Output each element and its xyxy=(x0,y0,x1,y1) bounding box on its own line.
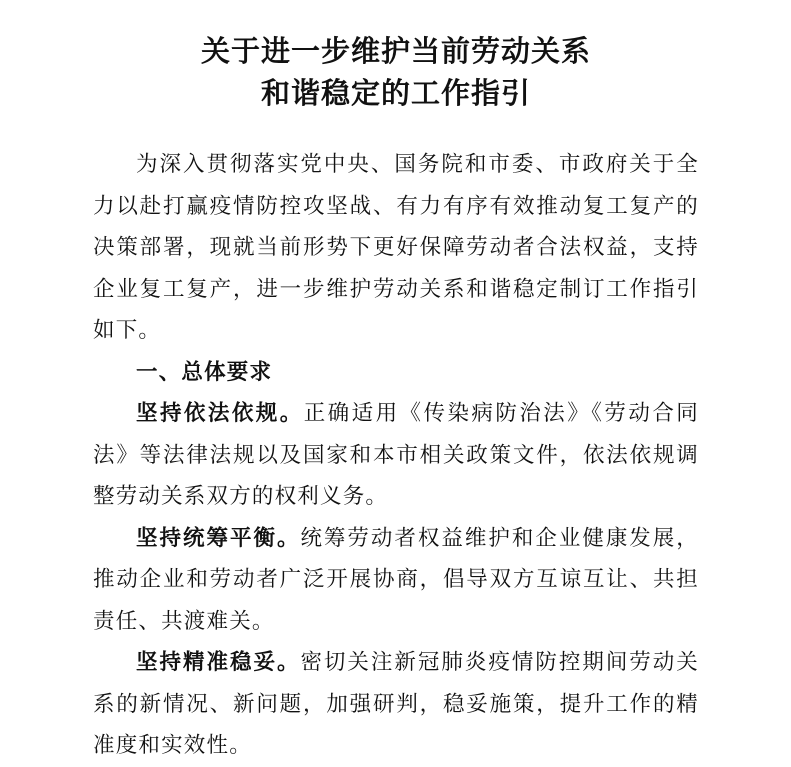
title-line-1: 关于进一步维护当前劳动关系 xyxy=(200,34,591,68)
principle-lead-2: 坚持统筹平衡。 xyxy=(136,525,301,551)
principle-text-3: 密切关注新冠肺炎疫情防控期间劳动关系的新情况、新问题，加强研判，稳妥施策，提升工作的精准度和实效性。 xyxy=(93,650,699,758)
title-line-2: 和谐稳定的工作指引 xyxy=(260,76,531,110)
document-title xyxy=(93,30,699,114)
principle-paragraph-1 xyxy=(93,393,699,518)
section-heading-general-requirements: 一、总体要求 xyxy=(136,359,273,385)
document-body xyxy=(93,144,699,767)
principle-lead-3: 坚持精准稳妥。 xyxy=(136,650,301,675)
principle-lead-1: 坚持依法依规。 xyxy=(136,401,304,426)
principle-paragraph-2 xyxy=(93,518,699,643)
principle-text-2: 统筹劳动者权益维护和企业健康发展，推动企业和劳动者广泛开展协商，倡导双方互谅互让、共担责任、共渡难关。 xyxy=(93,525,699,634)
principle-paragraph-3 xyxy=(93,642,699,767)
principle-text-1: 正确适用《传染病防治法》《劳动合同法》等法律法规以及国家和本市相关政策文件，依法依规调整劳动关系双方的权利义务。 xyxy=(93,401,700,509)
intro-paragraph: 为深入贯彻落实党中央、国务院和市委、市政府关于全力以赴打赢疫情防控攻坚战、有力有序有效推动复工复产的决策部署，现就当前形势下更好保障劳动者合法权益，支持企业复工复产，进一步维护劳动关系和谐稳定制订工作指引如下。 xyxy=(93,152,699,343)
